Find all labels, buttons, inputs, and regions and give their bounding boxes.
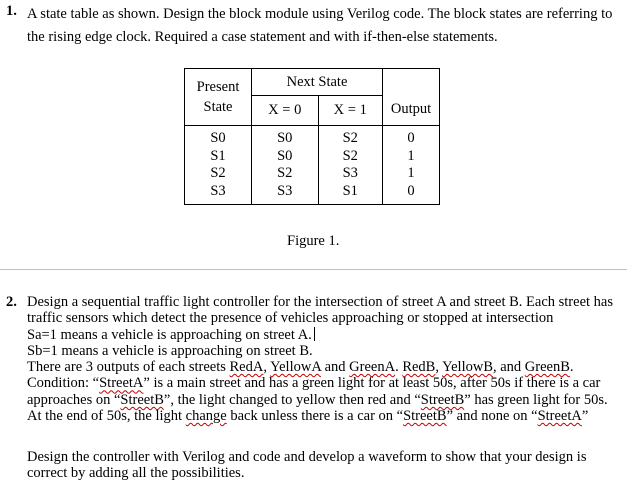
question-2-line-5 bbox=[27, 359, 623, 375]
question-2 bbox=[0, 270, 627, 491]
text-run: At the end of 50s, the light bbox=[27, 408, 186, 425]
text-run: ”, the light changed to yellow then red and “ bbox=[163, 391, 421, 408]
next-state-x0-column bbox=[252, 126, 319, 205]
header-x-equals-0: X = 0 bbox=[252, 96, 319, 126]
next-state-x0-cell: S3 bbox=[277, 182, 293, 199]
question-2-line-6 bbox=[27, 375, 623, 391]
text-cursor bbox=[314, 327, 315, 341]
question-2-line-4: Sb=1 means a vehicle is approaching on street B. bbox=[27, 342, 313, 359]
question-1-text bbox=[27, 3, 623, 49]
text-run: approaches on “ bbox=[27, 391, 121, 408]
text-run: , bbox=[263, 359, 271, 376]
present-state-column bbox=[185, 126, 252, 205]
street-name: StreetA bbox=[99, 375, 144, 392]
next-state-x1-column bbox=[318, 126, 382, 205]
next-state-x0-cell: S2 bbox=[277, 165, 293, 181]
question-1-number: 1. bbox=[6, 3, 17, 19]
text-run: . bbox=[569, 359, 574, 376]
next-state-x1-cell: S2 bbox=[342, 130, 358, 146]
next-state-x1-cell: S2 bbox=[342, 147, 358, 164]
output-name: GreenB bbox=[524, 359, 570, 376]
present-state-cell: S1 bbox=[210, 147, 226, 164]
text-run: Condition: “ bbox=[27, 375, 100, 392]
present-state-cell: S3 bbox=[210, 182, 226, 199]
question-2-line-3 bbox=[27, 327, 623, 343]
text-run: ” and none on “ bbox=[446, 408, 538, 425]
sensor-a-text: Sa=1 means a vehicle is approaching on street A. bbox=[27, 326, 312, 343]
output-name: RedA bbox=[229, 359, 264, 376]
question-1-text-line-1: A state table as shown. Design the block module using Verilog code. The block states are referring to bbox=[27, 6, 613, 22]
state-table bbox=[184, 68, 440, 205]
text-run: , bbox=[435, 359, 443, 376]
text-run: back unless there is a car on “ bbox=[226, 408, 404, 425]
question-1-text-line-2: the rising edge clock. Required a case statement and with if-then-else statements. bbox=[27, 29, 498, 45]
question-2-line-8 bbox=[27, 408, 623, 424]
output-name: YellowB bbox=[442, 359, 493, 376]
output-name: YellowA bbox=[270, 359, 321, 376]
question-2-number: 2. bbox=[6, 294, 17, 310]
header-output: Output bbox=[383, 69, 440, 126]
present-state-cell: S2 bbox=[210, 165, 226, 181]
header-present-line-2: State bbox=[203, 99, 233, 115]
present-state-cell: S0 bbox=[210, 130, 226, 146]
header-next-state: Next State bbox=[252, 69, 383, 96]
street-name: StreetB bbox=[120, 391, 164, 408]
output-cell: 1 bbox=[407, 147, 415, 164]
question-2-closing-line-2: correct by adding all the possibilities. bbox=[27, 465, 245, 482]
question-2-line-1: Design a sequential traffic light controller for the intersection of street A and street B. Each street has bbox=[27, 294, 613, 310]
question-2-closing bbox=[27, 449, 623, 482]
output-name: RedB bbox=[402, 359, 436, 376]
output-name: GreenA bbox=[349, 359, 396, 376]
flagged-word: change bbox=[185, 408, 227, 425]
text-run: ” has green light for 50s. bbox=[464, 391, 608, 408]
next-state-x0-cell: S0 bbox=[277, 130, 293, 146]
text-run: ” bbox=[581, 408, 589, 425]
street-name: StreetB bbox=[403, 408, 447, 425]
question-2-closing-line-1: Design the controller with Verilog and code and develop a waveform to show that your design is bbox=[27, 449, 587, 465]
text-run: There are 3 outputs of each streets bbox=[27, 359, 230, 376]
text-run: . bbox=[395, 359, 403, 376]
output-cell: 1 bbox=[407, 165, 415, 181]
output-column bbox=[383, 126, 440, 205]
street-name: StreetA bbox=[537, 408, 582, 425]
header-present-line-1: Present bbox=[196, 79, 240, 95]
question-2-text bbox=[27, 294, 623, 424]
next-state-x1-cell: S3 bbox=[342, 165, 358, 181]
header-present-state bbox=[185, 69, 252, 126]
next-state-x1-cell: S1 bbox=[342, 182, 358, 199]
text-run: ” is a main street and has a green light for at least 50s, after 50s if there is a car bbox=[143, 375, 601, 392]
next-state-x0-cell: S0 bbox=[277, 147, 293, 164]
text-run: and bbox=[320, 359, 350, 376]
figure-caption: Figure 1. bbox=[287, 233, 340, 249]
question-2-line-2: traffic sensors which detect the presence of vehicles approaching or stopped at intersection bbox=[27, 310, 554, 327]
street-name: StreetB bbox=[420, 391, 465, 408]
output-cell: 0 bbox=[407, 182, 415, 199]
header-x-equals-1: X = 1 bbox=[318, 96, 382, 126]
output-cell: 0 bbox=[407, 130, 415, 146]
text-run: , and bbox=[492, 359, 525, 376]
question-2-line-7 bbox=[27, 392, 623, 408]
